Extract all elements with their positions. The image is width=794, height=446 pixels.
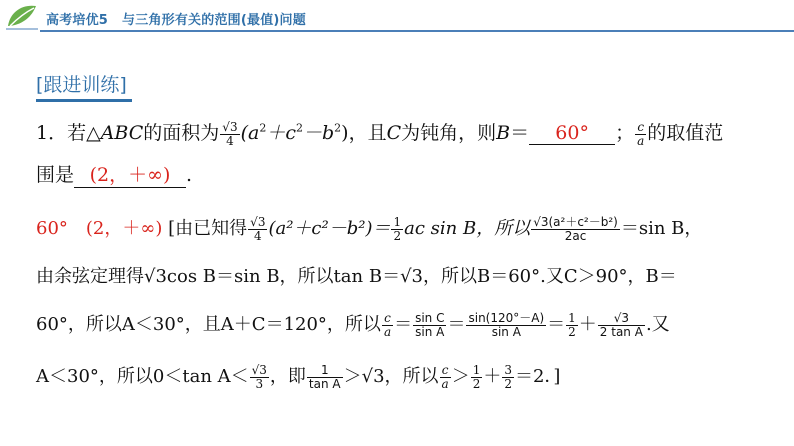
answer-1: 60° [555, 122, 589, 144]
section-title: [跟进训练] [36, 74, 127, 96]
section-underline [36, 99, 132, 102]
solution-line-1: 60° (2，＋∞) [由已知得 $\frac{√3}{4}$ (a²＋c²－b²)＝ $\frac{1}{2}$ ac sin B，所以 $\frac{\text{√3(a²＋c²－b²)}}{2ac}$ ＝sin B， [36, 214, 703, 243]
solution-line-4: A＜30°，所以0＜tan A＜ $\frac{√3}{3}$ ，即 $\frac{1}{\text{tan A}}$ ＞√3，所以 $\frac{c}{a}$ ＞ $\frac{1}{2}$ ＋ $\frac{3}{2}$ ＝2．] [36, 362, 561, 391]
answer-blank-1 [529, 122, 615, 145]
answer-2: (2，＋∞) [89, 164, 171, 186]
answer-summary: 60° (2，＋∞) [36, 218, 163, 239]
fraction: $\frac{√3}{4}$ [222, 119, 238, 148]
problem-line-2: 围是 (2，＋∞) . [36, 160, 192, 188]
answer-blank-2 [74, 160, 186, 188]
header-divider [40, 30, 794, 32]
topic-label: 与三角形有关的范围(最值)问题 [122, 13, 306, 28]
leaf-logo-icon [4, 2, 40, 32]
problem-line-1: 1．若△ABC的面积为 $\frac{√3}{4}$ $(a^2+c^2-b^2)$，且C为钝角，则B＝ 60° ； $\frac{c}{a}$ 的取值范 [36, 119, 724, 148]
header [0, 0, 794, 36]
solution-line-2: 由余弦定理得√3cos B＝sin B，所以tan B＝√3，所以B＝60°.又C＞90°，B＝ [36, 266, 677, 287]
header-title [46, 9, 306, 28]
fraction-c-over-a: $\frac{c}{a}$ [637, 119, 645, 148]
solution-line-3: 60°，所以A＜30°，且A＋C＝120°，所以 $\frac{c}{a}$ ＝ $\frac{\text{sin C}}{\text{sin A}}$ ＝ $\frac{\sin(120^\circ-A)}{\text{sin A}}$ ＝ $\frac{1}{2}$ ＋ $\frac{√3}{\text{2 tan A}}$ .又 [36, 310, 670, 339]
chapter-label: 高考培优5 [46, 13, 109, 28]
